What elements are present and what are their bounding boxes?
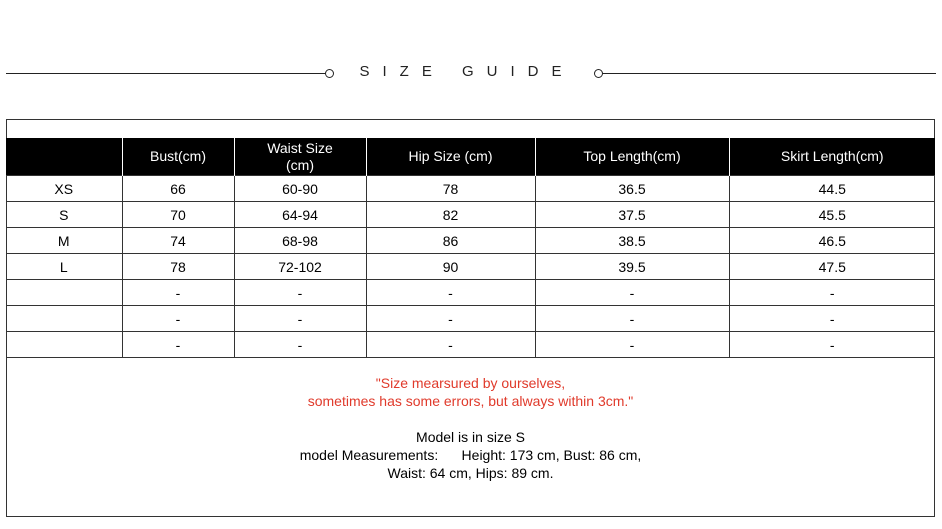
table-cell [6, 306, 122, 332]
model-info [6, 428, 935, 482]
table-cell: - [234, 306, 366, 332]
table-cell: - [122, 332, 234, 358]
table-cell: - [366, 306, 535, 332]
table-cell: - [729, 306, 935, 332]
table-cell: - [729, 280, 935, 306]
table-cell [6, 280, 122, 306]
table-cell: - [234, 280, 366, 306]
table-cell: S [6, 202, 122, 228]
table-cell: L [6, 254, 122, 280]
table-cell [6, 332, 122, 358]
table-cell: 39.5 [535, 254, 729, 280]
table-cell: 37.5 [535, 202, 729, 228]
column-header-waist [234, 138, 366, 176]
table-row [6, 280, 935, 306]
table-cell: 60-90 [234, 176, 366, 202]
column-header-top-length: Top Length(cm) [535, 138, 729, 176]
table-cell: 68-98 [234, 228, 366, 254]
table-cell: - [366, 332, 535, 358]
table-row [6, 202, 935, 228]
table-cell: - [122, 306, 234, 332]
table-cell: 70 [122, 202, 234, 228]
table-cell: 74 [122, 228, 234, 254]
table-cell: 78 [366, 176, 535, 202]
model-size-line: Model is in size S [416, 429, 525, 445]
table-cell: XS [6, 176, 122, 202]
table-cell: 86 [366, 228, 535, 254]
table-cell: - [729, 332, 935, 358]
column-header-hip: Hip Size (cm) [366, 138, 535, 176]
table-cell: - [535, 280, 729, 306]
table-header-row [6, 138, 935, 176]
table-cell: - [122, 280, 234, 306]
disclaimer-line: sometimes has some errors, but always within 3cm." [307, 393, 634, 409]
table-cell: 45.5 [729, 202, 935, 228]
table-cell: - [234, 332, 366, 358]
column-header-bust: Bust(cm) [122, 138, 234, 176]
column-header-skirt-length: Skirt Length(cm) [729, 138, 935, 176]
notes-section [6, 374, 935, 482]
table-cell: - [366, 280, 535, 306]
table-row [6, 228, 935, 254]
table-row [6, 176, 935, 202]
table-row [6, 332, 935, 358]
table-cell: 90 [366, 254, 535, 280]
table-cell: 44.5 [729, 176, 935, 202]
table-cell: 78 [122, 254, 234, 280]
table-cell: 47.5 [729, 254, 935, 280]
model-measurements-line: model Measurements: Height: 173 cm, Bust: 86 cm, [299, 447, 642, 463]
table-cell: 64-94 [234, 202, 366, 228]
title-rule-right [602, 73, 936, 74]
table-cell: 46.5 [729, 228, 935, 254]
table-cell: 38.5 [535, 228, 729, 254]
measurement-disclaimer [6, 374, 935, 410]
table-cell: 36.5 [535, 176, 729, 202]
column-header-size [6, 138, 122, 176]
model-measurements-line: Waist: 64 cm, Hips: 89 cm. [387, 465, 554, 481]
table-cell: 82 [366, 202, 535, 228]
table-row [6, 306, 935, 332]
column-header-waist-label: Waist Size (cm) [267, 139, 333, 173]
table-cell: 72-102 [234, 254, 366, 280]
disclaimer-line: "Size mearsured by ourselves, [375, 375, 566, 391]
table-cell: - [535, 306, 729, 332]
title-rule-left-dot [325, 69, 334, 78]
table-cell: M [6, 228, 122, 254]
table-cell: - [535, 332, 729, 358]
table-row [6, 254, 935, 280]
page-title: SIZE GUIDE [359, 63, 575, 80]
size-table [6, 138, 935, 358]
table-cell: 66 [122, 176, 234, 202]
title-rule-left [6, 73, 328, 74]
